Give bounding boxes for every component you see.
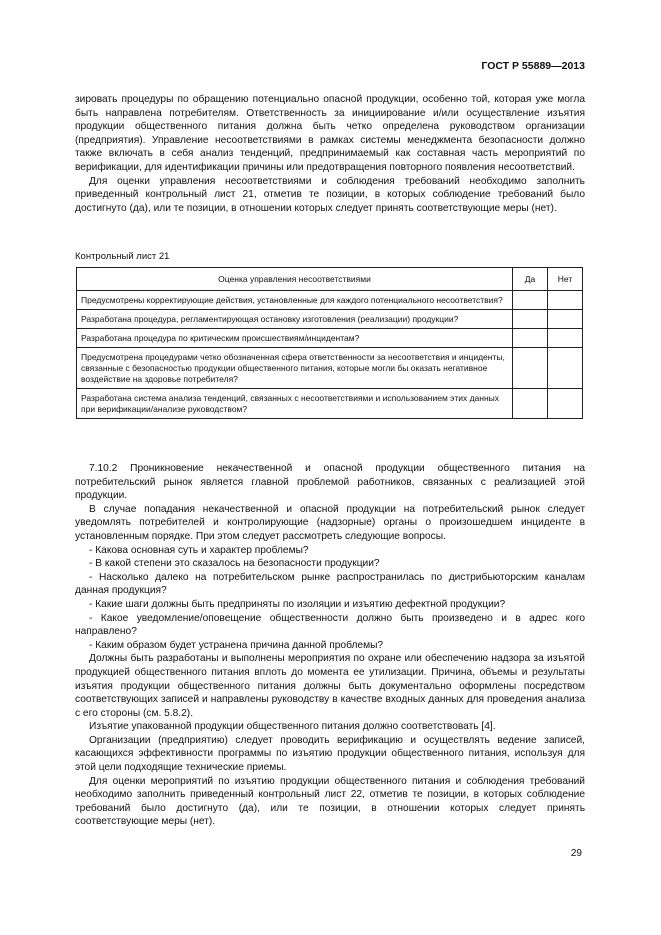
body-text: [75, 462, 585, 829]
checklist-caption: Контрольный лист 21: [75, 251, 170, 262]
table-header-row: [77, 268, 583, 291]
checklist-question: Предусмотрена процедурами четко обозначенная сфера ответственности за несоответствия и инциденты, связанные с безопасностью продукции общественного питания, которые могли бы оказать негативное воздействие на здоровье потребителя?: [77, 348, 513, 389]
no-cell[interactable]: [548, 291, 583, 310]
paragraph: В случае попадания некачественной и опасной продукции на потребительский рынок следует уведомлять потребителей и контролирующие (надзорные) органы о произошедшем инциденте в установленным порядке. При этом следует рассмотреть следующие вопросы.: [75, 503, 585, 542]
list-item: - В какой степени это сказалось на безопасности продукции?: [89, 558, 380, 570]
list-item: - Каким образом будет устранена причина данной проблемы?: [89, 639, 384, 651]
intro-text: [75, 93, 585, 215]
yes-cell[interactable]: [513, 310, 548, 329]
no-cell[interactable]: [548, 389, 583, 419]
paragraph: Для оценки мероприятий по изъятию продукции общественного питания и соблюдения требований необходимо заполнить приведенный контрольный лист 22, отметив те позиции, в которых соблюдение требований было достигнуто (да), или те позиции, в отношении которых следует принять соответствующие меры (нет).: [75, 775, 585, 828]
checklist-table: [76, 267, 583, 419]
column-header-criteria: Оценка управления несоответствиями: [77, 268, 513, 291]
no-cell[interactable]: [548, 310, 583, 329]
column-header-yes: Да: [513, 268, 548, 291]
table-row: [77, 329, 583, 348]
paragraph: зировать процедуры по обращению потенциально опасной продукции, особенно той, которая уже могла быть направлена потребителям. Ответственность за инициирование и/или осуществление изъятия продукции общественного питания должна быть четко определена руководством организации (предприятия). Управление несоответствиями в рамках системы менеджмента безопасности должно также включать в себя анализ тенденций, предпринимаемый как составная часть мероприятий по верификации, для идентификации причины или предотвращения повторного появления несоответствий.: [75, 94, 585, 173]
no-cell[interactable]: [548, 348, 583, 389]
paragraph: Организации (предприятию) следует проводить верификацию и осуществлять ведение записей, касающихся эффективности программы по изъятию продукции общественного питания, используя для этой цели подходящие технические приемы.: [75, 734, 585, 774]
checklist-question: Предусмотрены корректирующие действия, установленные для каждого потенциального несоответствия?: [77, 291, 513, 310]
paragraph: 7.10.2 Проникновение некачественной и опасной продукции общественного питания на потребительский рынок является главной проблемой работников, связанных с реализацией этой продукции.: [75, 463, 585, 502]
page-number: 29: [570, 848, 582, 859]
list-item: - Какие шаги должны быть предприняты по изоляции и изъятию дефектной продукции?: [89, 598, 506, 610]
yes-cell[interactable]: [513, 291, 548, 310]
table-row: [77, 348, 583, 389]
checklist-question: Разработана процедура, регламентирующая остановку изготовления (реализации) продукции?: [77, 310, 513, 329]
paragraph: Изъятие упакованной продукции общественного питания должно соответствовать [4].: [89, 721, 496, 733]
yes-cell[interactable]: [513, 329, 548, 348]
table-row: [77, 389, 583, 419]
no-cell[interactable]: [548, 329, 583, 348]
list-item: - Насколько далеко на потребительском рынке распространилась по дистрибьюторским каналам данная продукция?: [75, 571, 585, 597]
table-row: [77, 310, 583, 329]
paragraph: Должны быть разработаны и выполнены мероприятия по охране или обеспечению надзора за изъятой продукцией общественного питания вплоть до момента ее утилизации. Причина, объемы и результаты изъятия продукции общественного питания должны быть документально оформлены посредством соответствующих записей и направлены руководству в качестве входных данных для проведения анализа с его стороны (см. 5.8.2).: [75, 653, 585, 719]
checklist-question: Разработана процедура по критическим происшествиям/инцидентам?: [77, 329, 513, 348]
checklist-question: Разработана система анализа тенденций, связанных с несоответствиями и использованием этих данных при верификации/анализе руководством?: [77, 389, 513, 419]
list-item: - Какова основная суть и характер проблемы?: [89, 544, 309, 556]
yes-cell[interactable]: [513, 348, 548, 389]
list-item: - Какое уведомление/оповещение общественности должно быть произведено и в адрес кого направлено?: [75, 612, 585, 638]
table-row: [77, 291, 583, 310]
paragraph: Для оценки управления несоответствиями и соблюдения требований необходимо заполнить приведенный контрольный лист 21, отметив те позиции, в которых соблюдение требований было достигнуто (да), или те позиции, в отношении которых следует принять соответствующие меры (нет).: [75, 175, 585, 214]
column-header-no: Нет: [548, 268, 583, 291]
document-header: ГОСТ Р 55889—2013: [481, 60, 585, 72]
yes-cell[interactable]: [513, 389, 548, 419]
